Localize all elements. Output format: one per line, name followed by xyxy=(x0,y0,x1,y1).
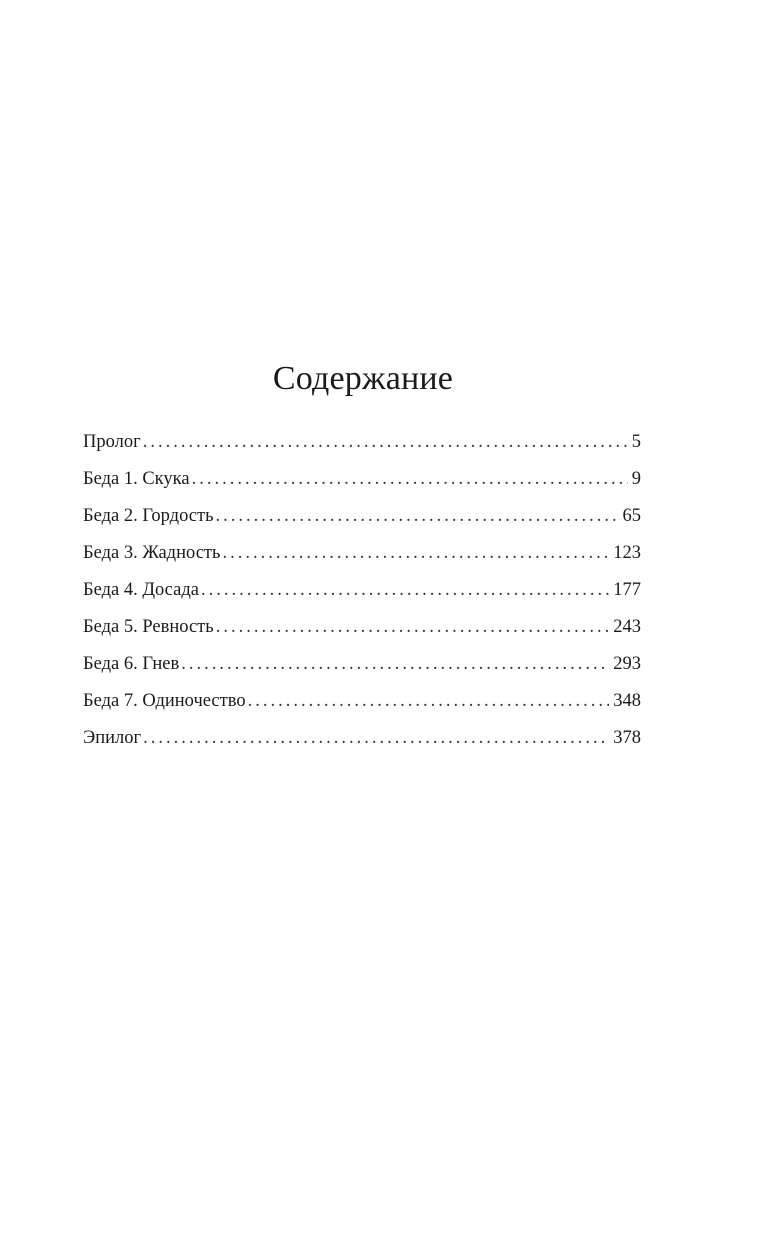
toc-entry-chapter-7 xyxy=(83,683,641,720)
toc-entry-label: Беда 1. Скука xyxy=(83,469,190,489)
toc-entry-chapter-5 xyxy=(83,609,641,646)
toc-entry-label: Беда 2. Гордость xyxy=(83,506,214,526)
toc-entry-chapter-4 xyxy=(83,572,641,609)
toc-entry-page: 293 xyxy=(613,654,641,674)
toc-entry-prologue xyxy=(83,424,641,461)
toc-entry-page: 9 xyxy=(631,469,641,489)
toc-dot-leader xyxy=(181,646,609,683)
toc-entry-label: Эпилог xyxy=(83,728,142,748)
toc-title: Содержание xyxy=(272,360,454,397)
toc-entry-chapter-3 xyxy=(83,535,641,572)
toc-dot-leader xyxy=(216,498,619,535)
toc-entry-page: 123 xyxy=(613,543,641,563)
toc-entry-page: 348 xyxy=(613,691,641,711)
toc-entry-chapter-1 xyxy=(83,461,641,498)
toc-dot-leader xyxy=(201,572,609,609)
toc-dot-leader xyxy=(192,461,628,498)
toc-dot-leader xyxy=(248,683,610,720)
table-of-contents xyxy=(83,424,641,757)
toc-entry-chapter-2 xyxy=(83,498,641,535)
toc-entry-label: Беда 7. Одиночество xyxy=(83,691,246,711)
toc-entry-page: 378 xyxy=(613,728,641,748)
toc-entry-label: Беда 3. Жадность xyxy=(83,543,221,563)
toc-dot-leader xyxy=(222,535,609,572)
toc-entry-label: Пролог xyxy=(83,432,141,452)
toc-dot-leader xyxy=(143,424,628,461)
toc-entry-epilogue xyxy=(83,720,641,757)
toc-dot-leader xyxy=(216,609,610,646)
toc-entry-label: Беда 5. Ревность xyxy=(83,617,214,637)
toc-entry-label: Беда 4. Досада xyxy=(83,580,199,600)
toc-entry-page: 5 xyxy=(631,432,641,452)
toc-entry-label: Беда 6. Гнев xyxy=(83,654,180,674)
toc-entry-page: 177 xyxy=(613,580,641,600)
toc-entry-page: 65 xyxy=(622,506,641,526)
toc-entry-chapter-6 xyxy=(83,646,641,683)
toc-entry-page: 243 xyxy=(613,617,641,637)
toc-dot-leader xyxy=(143,720,609,757)
